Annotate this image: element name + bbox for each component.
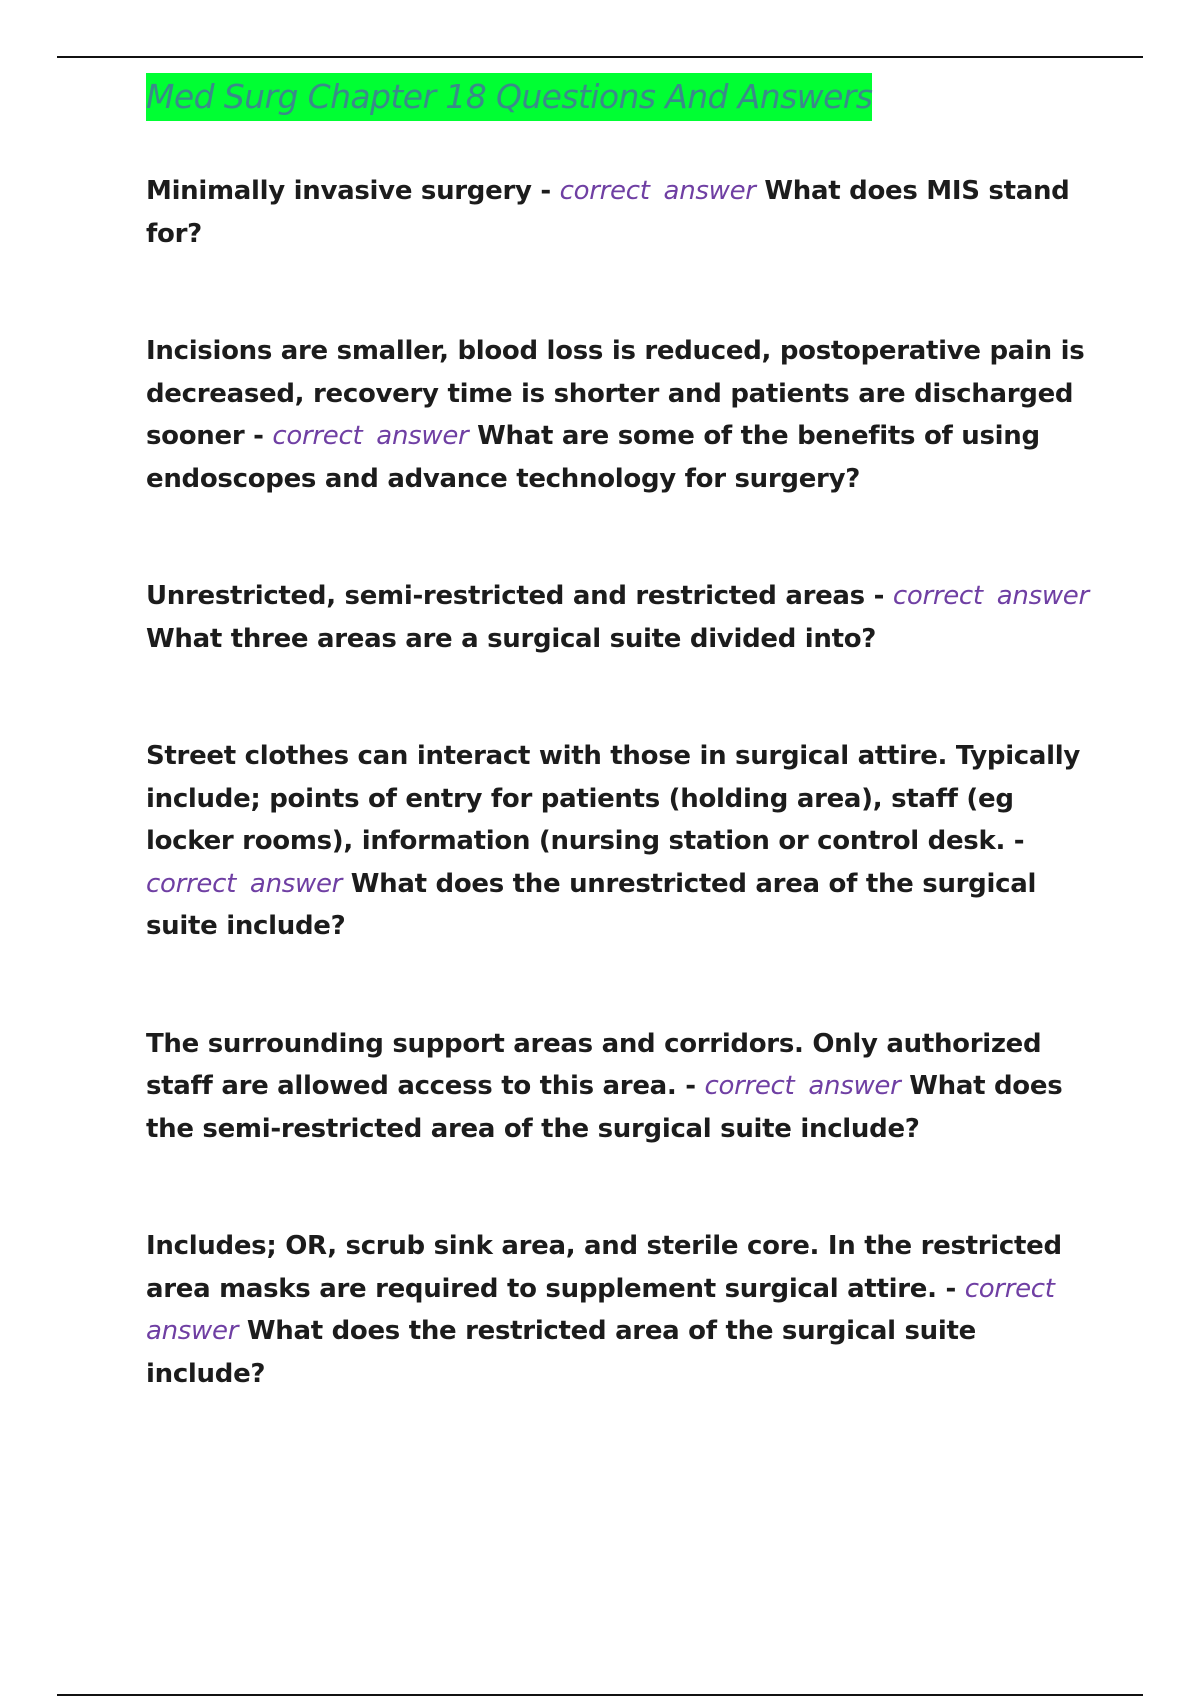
correct-answer-label: correct answer bbox=[272, 421, 469, 451]
correct-answer-label: correct answer bbox=[146, 868, 343, 899]
qa-list bbox=[146, 170, 1096, 1395]
question-text: What three areas are a surgical suite divided into? bbox=[146, 623, 877, 654]
answer-text: Unrestricted, semi-restricted and restricted areas - bbox=[146, 581, 893, 611]
title-container bbox=[146, 73, 872, 121]
document-title: Med Surg Chapter 18 Questions And Answers bbox=[146, 73, 872, 121]
answer-text: Incisions are smaller, blood loss is reduced, postoperative pain is decreased, recovery time is shorter and patients are discharged sooner - bbox=[146, 336, 1085, 451]
question-text: What does MIS stand for? bbox=[146, 176, 1070, 249]
answer-text: Street clothes can interact with those in surgical attire. Typically include; points of entry for patients (holding area), staff (eg locker rooms), information (nursing station or control desk. - bbox=[146, 741, 1081, 856]
answer-text: The surrounding support areas and corridors. Only authorized staff are allowed access to this area. - bbox=[146, 1028, 1042, 1101]
answer-text: Includes; OR, scrub sink area, and sterile core. In the restricted area masks are required to supplement surgical attire. - bbox=[146, 1231, 1062, 1304]
bottom-rule bbox=[57, 1694, 1143, 1696]
correct-answer-label: correct answer bbox=[704, 1071, 901, 1101]
qa-item bbox=[146, 735, 1096, 948]
question-text: What are some of the benefits of using endoscopes and advance technology for surgery? bbox=[146, 421, 1040, 494]
answer-text: Minimally invasive surgery - bbox=[146, 176, 560, 206]
correct-answer-label: correct answer bbox=[559, 176, 756, 206]
top-rule bbox=[57, 56, 1143, 58]
correct-answer-label: correct answer bbox=[892, 581, 1089, 611]
qa-item bbox=[146, 170, 1096, 255]
correct-answer-label: correct answer bbox=[146, 1273, 1055, 1346]
qa-item bbox=[146, 575, 1096, 660]
qa-item bbox=[146, 1023, 1096, 1151]
question-text: What does the restricted area of the surgical suite include? bbox=[146, 1316, 976, 1389]
qa-item bbox=[146, 330, 1096, 500]
qa-item bbox=[146, 1225, 1096, 1395]
question-text: What does the unrestricted area of the surgical suite include? bbox=[146, 868, 1037, 941]
question-text: What does the semi-restricted area of the surgical suite include? bbox=[146, 1071, 1063, 1144]
